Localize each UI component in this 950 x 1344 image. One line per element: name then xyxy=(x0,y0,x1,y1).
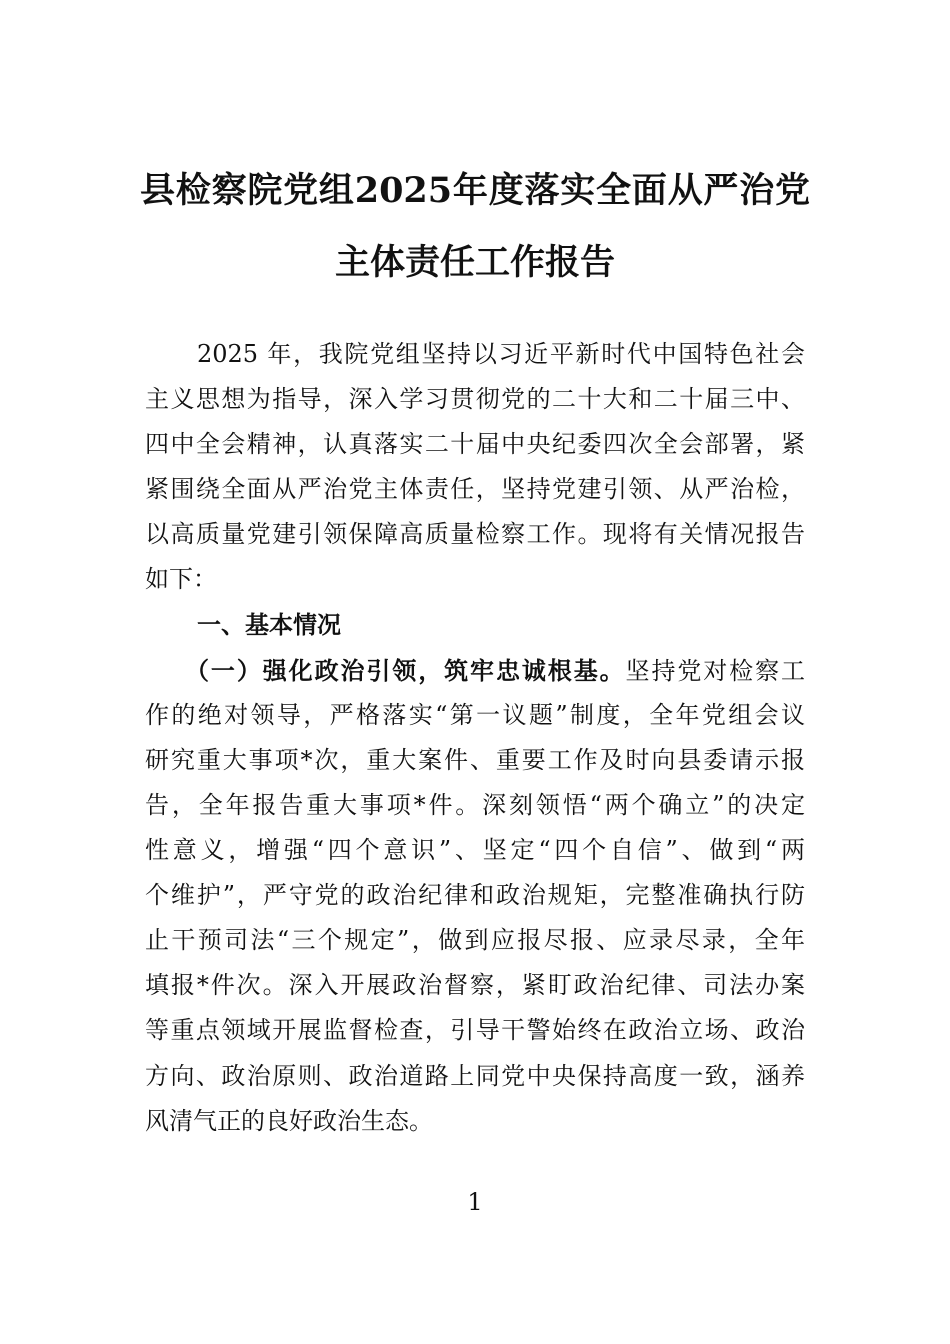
document-title-line-1: 县检察院党组2025年度落实全面从严治党 xyxy=(140,170,810,211)
text-line: 止干预司法“三个规定”，做到应报尽报、应录尽录，全年 xyxy=(145,926,805,955)
text-line: 2025 年，我院党组坚持以习近平新时代中国特色社会 xyxy=(197,340,805,368)
text-run: 坚持党对检察工 xyxy=(625,656,806,685)
text-line: 等重点领域开展监督检查，引导干警始终在政治立场、政治 xyxy=(145,1016,805,1045)
document-title-line-2: 主体责任工作报告 xyxy=(334,242,615,283)
intro-paragraph xyxy=(145,332,805,603)
text-line: 方向、政治原则、政治道路上同党中央保持高度一致，涵养 xyxy=(145,1061,805,1090)
document-body xyxy=(145,332,805,1144)
text-line: 如下： xyxy=(145,565,217,594)
text-line: 告，全年报告重大事项*件。深刻领悟“两个确立”的决定 xyxy=(145,790,805,819)
text-line: 四中全会精神，认真落实二十届中央纪委四次全会部署，紧 xyxy=(145,430,805,459)
text-line xyxy=(145,648,805,693)
text-line: 主义思想为指导，深入学习贯彻党的二十大和二十届三中、 xyxy=(145,385,805,414)
text-line: 以高质量党建引领保障高质量检察工作。现将有关情况报告 xyxy=(145,520,805,549)
text-line: 填报*件次。深入开展政治督察，紧盯政治纪律、司法办案 xyxy=(145,971,805,1000)
text-line: 个维护”，严守党的政治纪律和政治规矩，完整准确执行防 xyxy=(145,881,805,910)
text-line: 紧围绕全面从严治党主体责任，坚持党建引领、从严治检， xyxy=(145,475,805,504)
page-number: 1 xyxy=(467,1188,483,1216)
text-line: 作的绝对领导，严格落实“第一议题”制度，全年党组会议 xyxy=(145,700,805,729)
subsection-paragraph xyxy=(145,648,805,1144)
subsection-heading: （一）强化政治引领，筑牢忠诚根基。 xyxy=(185,655,626,685)
text-line: 风清气正的良好政治生态。 xyxy=(145,1106,433,1135)
text-line: 性意义，增强“四个意识”、坚定“四个自信”、做到“两 xyxy=(145,836,805,865)
section-heading: 一、基本情况 xyxy=(197,610,341,639)
text-line: 研究重大事项*次，重大案件、重要工作及时向县委请示报 xyxy=(145,745,805,774)
